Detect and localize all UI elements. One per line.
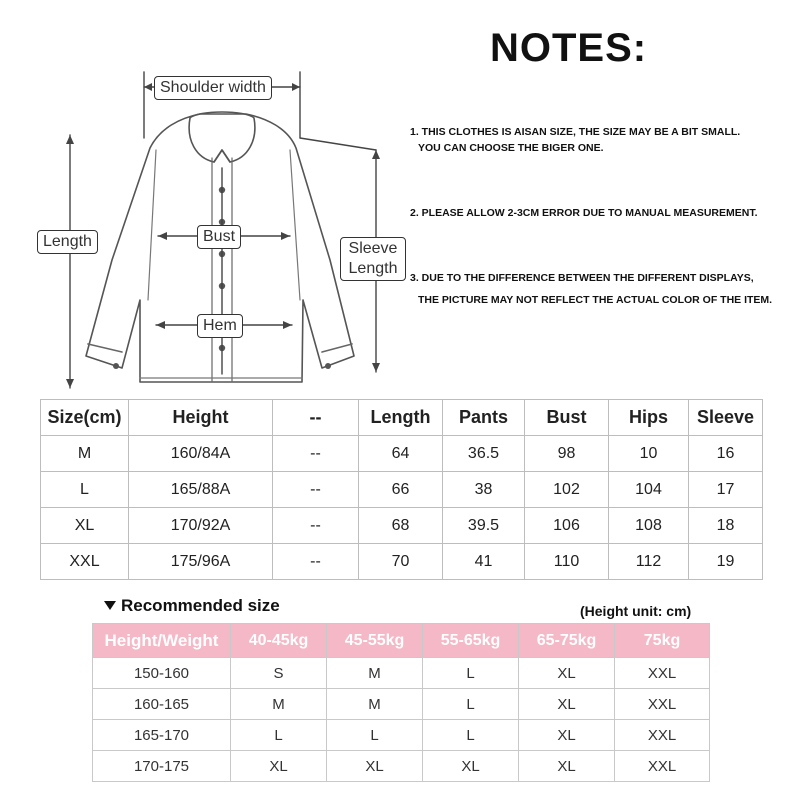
- table-row: [93, 689, 710, 720]
- table-cell: 18: [689, 508, 763, 544]
- table-cell: 66: [359, 472, 443, 508]
- height-unit-note: (Height unit: cm): [580, 603, 692, 619]
- table-cell: M: [41, 436, 129, 472]
- table-cell: M: [327, 658, 423, 689]
- table-row: [93, 720, 710, 751]
- table-cell: XL: [519, 689, 615, 720]
- note-2: 2. PLEASE ALLOW 2-3CM ERROR DUE TO MANUAL MEASUREMENT.: [410, 207, 758, 219]
- header-cell: Sleeve: [689, 400, 763, 436]
- table-row: [41, 508, 763, 544]
- table-cell: 70: [359, 544, 443, 580]
- header-cell: 75kg: [615, 624, 710, 658]
- table-cell: XXL: [615, 658, 710, 689]
- table-cell: 108: [609, 508, 689, 544]
- table-cell: 160-165: [93, 689, 231, 720]
- table-cell: 68: [359, 508, 443, 544]
- table-cell: 165-170: [93, 720, 231, 751]
- table-cell: 17: [689, 472, 763, 508]
- table-cell: --: [273, 544, 359, 580]
- header-cell: 40-45kg: [231, 624, 327, 658]
- table-cell: --: [273, 472, 359, 508]
- table-cell: 38: [443, 472, 525, 508]
- header-cell: Height/Weight: [93, 624, 231, 658]
- table-cell: XL: [423, 751, 519, 782]
- table-row: [41, 436, 763, 472]
- table-row: [41, 544, 763, 580]
- header-cell: 55-65kg: [423, 624, 519, 658]
- sleeve-length-label: Sleeve Length: [340, 237, 406, 281]
- table-cell: L: [231, 720, 327, 751]
- header-cell: 65-75kg: [519, 624, 615, 658]
- table-cell: 106: [525, 508, 609, 544]
- table-cell: M: [327, 689, 423, 720]
- header-cell: 45-55kg: [327, 624, 423, 658]
- table-cell: 36.5: [443, 436, 525, 472]
- table-cell: XL: [231, 751, 327, 782]
- table-cell: XL: [519, 751, 615, 782]
- table-cell: L: [327, 720, 423, 751]
- table-cell: --: [273, 436, 359, 472]
- table-cell: 39.5: [443, 508, 525, 544]
- table-cell: 175/96A: [129, 544, 273, 580]
- table-cell: 98: [525, 436, 609, 472]
- table-cell: 102: [525, 472, 609, 508]
- table-cell: 165/88A: [129, 472, 273, 508]
- recommended-table-header: [93, 624, 710, 658]
- table-cell: XL: [327, 751, 423, 782]
- table-cell: XL: [519, 720, 615, 751]
- table-row: [41, 472, 763, 508]
- table-cell: XXL: [41, 544, 129, 580]
- shirt-measurement-diagram: [0, 0, 410, 395]
- hem-label: Hem: [197, 314, 243, 338]
- recommended-size-title-text: Recommended size: [121, 596, 280, 615]
- table-cell: 112: [609, 544, 689, 580]
- note-3-line-1: 3. DUE TO THE DIFFERENCE BETWEEN THE DIFFERENT DISPLAYS,: [410, 272, 754, 284]
- table-cell: XXL: [615, 689, 710, 720]
- header-cell: --: [273, 400, 359, 436]
- table-cell: M: [231, 689, 327, 720]
- table-cell: 150-160: [93, 658, 231, 689]
- table-cell: 170/92A: [129, 508, 273, 544]
- table-cell: L: [423, 658, 519, 689]
- table-cell: XL: [519, 658, 615, 689]
- length-label: Length: [37, 230, 98, 254]
- triangle-down-icon: [104, 601, 116, 610]
- recommended-size-title: [104, 596, 280, 616]
- table-cell: 104: [609, 472, 689, 508]
- table-cell: 170-175: [93, 751, 231, 782]
- table-cell: L: [423, 689, 519, 720]
- note-3-line-2: THE PICTURE MAY NOT REFLECT THE ACTUAL COLOR OF THE ITEM.: [418, 294, 773, 306]
- header-cell: Length: [359, 400, 443, 436]
- table-cell: XXL: [615, 751, 710, 782]
- table-cell: 160/84A: [129, 436, 273, 472]
- header-cell: Height: [129, 400, 273, 436]
- header-cell: Hips: [609, 400, 689, 436]
- size-table: [40, 399, 763, 580]
- table-row: [93, 751, 710, 782]
- table-cell: 10: [609, 436, 689, 472]
- table-cell: XL: [41, 508, 129, 544]
- table-cell: L: [423, 720, 519, 751]
- shoulder-width-label: Shoulder width: [154, 76, 272, 100]
- table-cell: L: [41, 472, 129, 508]
- note-1-line-1: 1. THIS CLOTHES IS AISAN SIZE, THE SIZE MAY BE A BIT SMALL.: [410, 126, 741, 138]
- table-cell: 19: [689, 544, 763, 580]
- size-table-header: [41, 400, 763, 436]
- table-row: [93, 658, 710, 689]
- table-cell: 16: [689, 436, 763, 472]
- table-cell: 41: [443, 544, 525, 580]
- table-cell: S: [231, 658, 327, 689]
- table-cell: --: [273, 508, 359, 544]
- header-cell: Size(cm): [41, 400, 129, 436]
- table-cell: XXL: [615, 720, 710, 751]
- bust-label: Bust: [197, 225, 241, 249]
- table-cell: 64: [359, 436, 443, 472]
- note-1-line-2: YOU CAN CHOOSE THE BIGER ONE.: [418, 142, 604, 154]
- notes-title: NOTES:: [490, 26, 648, 70]
- table-cell: 110: [525, 544, 609, 580]
- recommended-size-table: [92, 623, 710, 782]
- header-cell: Pants: [443, 400, 525, 436]
- header-cell: Bust: [525, 400, 609, 436]
